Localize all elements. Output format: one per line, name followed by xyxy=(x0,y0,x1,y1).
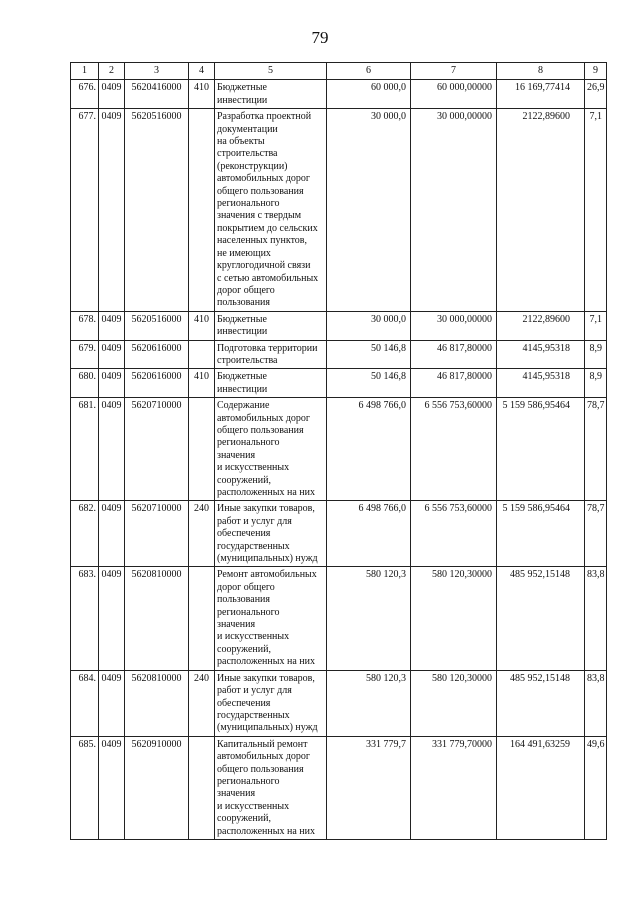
item-name-cell: Содержание автомобильных дорог общего пользования регионального значения и искусственных сооружений, расположенных на них xyxy=(215,398,327,501)
section-code-cell: 0409 xyxy=(99,670,125,736)
header-row xyxy=(71,63,607,80)
target-code-cell: 5620710000 xyxy=(125,501,189,567)
percent-cell: 83,8 xyxy=(585,670,607,736)
header-cell: 2 xyxy=(99,63,125,80)
item-name-cell: Бюджетные инвестиции xyxy=(215,369,327,398)
percent-cell: 78,7 xyxy=(585,501,607,567)
section-code-cell: 0409 xyxy=(99,311,125,340)
expense-type-cell: 410 xyxy=(189,80,215,109)
value-col6-cell: 580 120,3 xyxy=(327,670,411,736)
target-code-cell: 5620516000 xyxy=(125,311,189,340)
header-cell: 1 xyxy=(71,63,99,80)
section-code-cell: 0409 xyxy=(99,398,125,501)
table-row xyxy=(71,340,607,369)
value-col8-cell: 16 169,77414 xyxy=(497,80,585,109)
section-code-cell: 0409 xyxy=(99,80,125,109)
value-col7-cell: 580 120,30000 xyxy=(411,670,497,736)
value-col6-cell: 30 000,0 xyxy=(327,109,411,312)
value-col8-cell: 4145,95318 xyxy=(497,369,585,398)
percent-cell: 8,9 xyxy=(585,340,607,369)
header-cell: 4 xyxy=(189,63,215,80)
table-body xyxy=(71,80,607,840)
value-col7-cell: 331 779,70000 xyxy=(411,736,497,839)
item-name-cell: Разработка проектной документации на объекты строительства (реконструкции) автомобильных дорог общего пользования регионального значения с твердым покрытием до сельских населенных пунктов, не имеющих круглогодичной связи с сетью автомобильных дорог общего пользования xyxy=(215,109,327,312)
value-col6-cell: 331 779,7 xyxy=(327,736,411,839)
table-row xyxy=(71,109,607,312)
table-row xyxy=(71,670,607,736)
section-code-cell: 0409 xyxy=(99,109,125,312)
row-number-cell: 683. xyxy=(71,567,99,670)
value-col8-cell: 5 159 586,95464 xyxy=(497,501,585,567)
target-code-cell: 5620810000 xyxy=(125,567,189,670)
target-code-cell: 5620910000 xyxy=(125,736,189,839)
row-number-cell: 676. xyxy=(71,80,99,109)
item-name-cell: Капитальный ремонт автомобильных дорог общего пользования регионального значения и искусственных сооружений, расположенных на них xyxy=(215,736,327,839)
expense-type-cell xyxy=(189,736,215,839)
percent-cell: 49,6 xyxy=(585,736,607,839)
row-number-cell: 681. xyxy=(71,398,99,501)
value-col7-cell: 30 000,00000 xyxy=(411,311,497,340)
value-col6-cell: 580 120,3 xyxy=(327,567,411,670)
value-col8-cell: 2122,89600 xyxy=(497,311,585,340)
value-col7-cell: 580 120,30000 xyxy=(411,567,497,670)
expense-type-cell xyxy=(189,398,215,501)
header-cell: 8 xyxy=(497,63,585,80)
row-number-cell: 682. xyxy=(71,501,99,567)
value-col8-cell: 485 952,15148 xyxy=(497,567,585,670)
table-row xyxy=(71,567,607,670)
percent-cell: 8,9 xyxy=(585,369,607,398)
value-col8-cell: 485 952,15148 xyxy=(497,670,585,736)
section-code-cell: 0409 xyxy=(99,501,125,567)
section-code-cell: 0409 xyxy=(99,340,125,369)
value-col8-cell: 2122,89600 xyxy=(497,109,585,312)
table-row xyxy=(71,736,607,839)
expense-type-cell xyxy=(189,567,215,670)
row-number-cell: 684. xyxy=(71,670,99,736)
header-cell: 7 xyxy=(411,63,497,80)
target-code-cell: 5620616000 xyxy=(125,340,189,369)
value-col6-cell: 30 000,0 xyxy=(327,311,411,340)
item-name-cell: Иные закупки товаров, работ и услуг для обеспечения государственных (муниципальных) нужд xyxy=(215,501,327,567)
value-col7-cell: 46 817,80000 xyxy=(411,340,497,369)
page-number: 79 xyxy=(311,28,329,47)
value-col7-cell: 60 000,00000 xyxy=(411,80,497,109)
section-code-cell: 0409 xyxy=(99,567,125,670)
header-cell: 9 xyxy=(585,63,607,80)
value-col6-cell: 6 498 766,0 xyxy=(327,398,411,501)
table-row xyxy=(71,501,607,567)
target-code-cell: 5620810000 xyxy=(125,670,189,736)
table-row xyxy=(71,398,607,501)
item-name-cell: Ремонт автомобильных дорог общего пользования регионального значения и искусственных сооружений, расположенных на них xyxy=(215,567,327,670)
target-code-cell: 5620516000 xyxy=(125,109,189,312)
table-header xyxy=(71,63,607,80)
value-col6-cell: 6 498 766,0 xyxy=(327,501,411,567)
expense-type-cell xyxy=(189,109,215,312)
header-cell: 6 xyxy=(327,63,411,80)
expense-type-cell xyxy=(189,340,215,369)
row-number-cell: 679. xyxy=(71,340,99,369)
expense-type-cell: 410 xyxy=(189,369,215,398)
item-name-cell: Бюджетные инвестиции xyxy=(215,80,327,109)
expense-type-cell: 410 xyxy=(189,311,215,340)
item-name-cell: Бюджетные инвестиции xyxy=(215,311,327,340)
value-col6-cell: 50 146,8 xyxy=(327,369,411,398)
section-code-cell: 0409 xyxy=(99,736,125,839)
value-col6-cell: 60 000,0 xyxy=(327,80,411,109)
expense-type-cell: 240 xyxy=(189,670,215,736)
value-col7-cell: 6 556 753,60000 xyxy=(411,398,497,501)
target-code-cell: 5620710000 xyxy=(125,398,189,501)
row-number-cell: 677. xyxy=(71,109,99,312)
percent-cell: 7,1 xyxy=(585,311,607,340)
target-code-cell: 5620616000 xyxy=(125,369,189,398)
item-name-cell: Иные закупки товаров, работ и услуг для обеспечения государственных (муниципальных) нужд xyxy=(215,670,327,736)
expense-type-cell: 240 xyxy=(189,501,215,567)
budget-table xyxy=(70,62,607,840)
table-row xyxy=(71,311,607,340)
target-code-cell: 5620416000 xyxy=(125,80,189,109)
table-row xyxy=(71,369,607,398)
percent-cell: 26,9 xyxy=(585,80,607,109)
percent-cell: 7,1 xyxy=(585,109,607,312)
row-number-cell: 685. xyxy=(71,736,99,839)
header-cell: 3 xyxy=(125,63,189,80)
value-col7-cell: 6 556 753,60000 xyxy=(411,501,497,567)
value-col6-cell: 50 146,8 xyxy=(327,340,411,369)
item-name-cell: Подготовка территории строительства xyxy=(215,340,327,369)
value-col7-cell: 30 000,00000 xyxy=(411,109,497,312)
table-row xyxy=(71,80,607,109)
section-code-cell: 0409 xyxy=(99,369,125,398)
percent-cell: 83,8 xyxy=(585,567,607,670)
value-col7-cell: 46 817,80000 xyxy=(411,369,497,398)
header-cell: 5 xyxy=(215,63,327,80)
value-col8-cell: 5 159 586,95464 xyxy=(497,398,585,501)
value-col8-cell: 4145,95318 xyxy=(497,340,585,369)
value-col8-cell: 164 491,63259 xyxy=(497,736,585,839)
row-number-cell: 678. xyxy=(71,311,99,340)
row-number-cell: 680. xyxy=(71,369,99,398)
percent-cell: 78,7 xyxy=(585,398,607,501)
